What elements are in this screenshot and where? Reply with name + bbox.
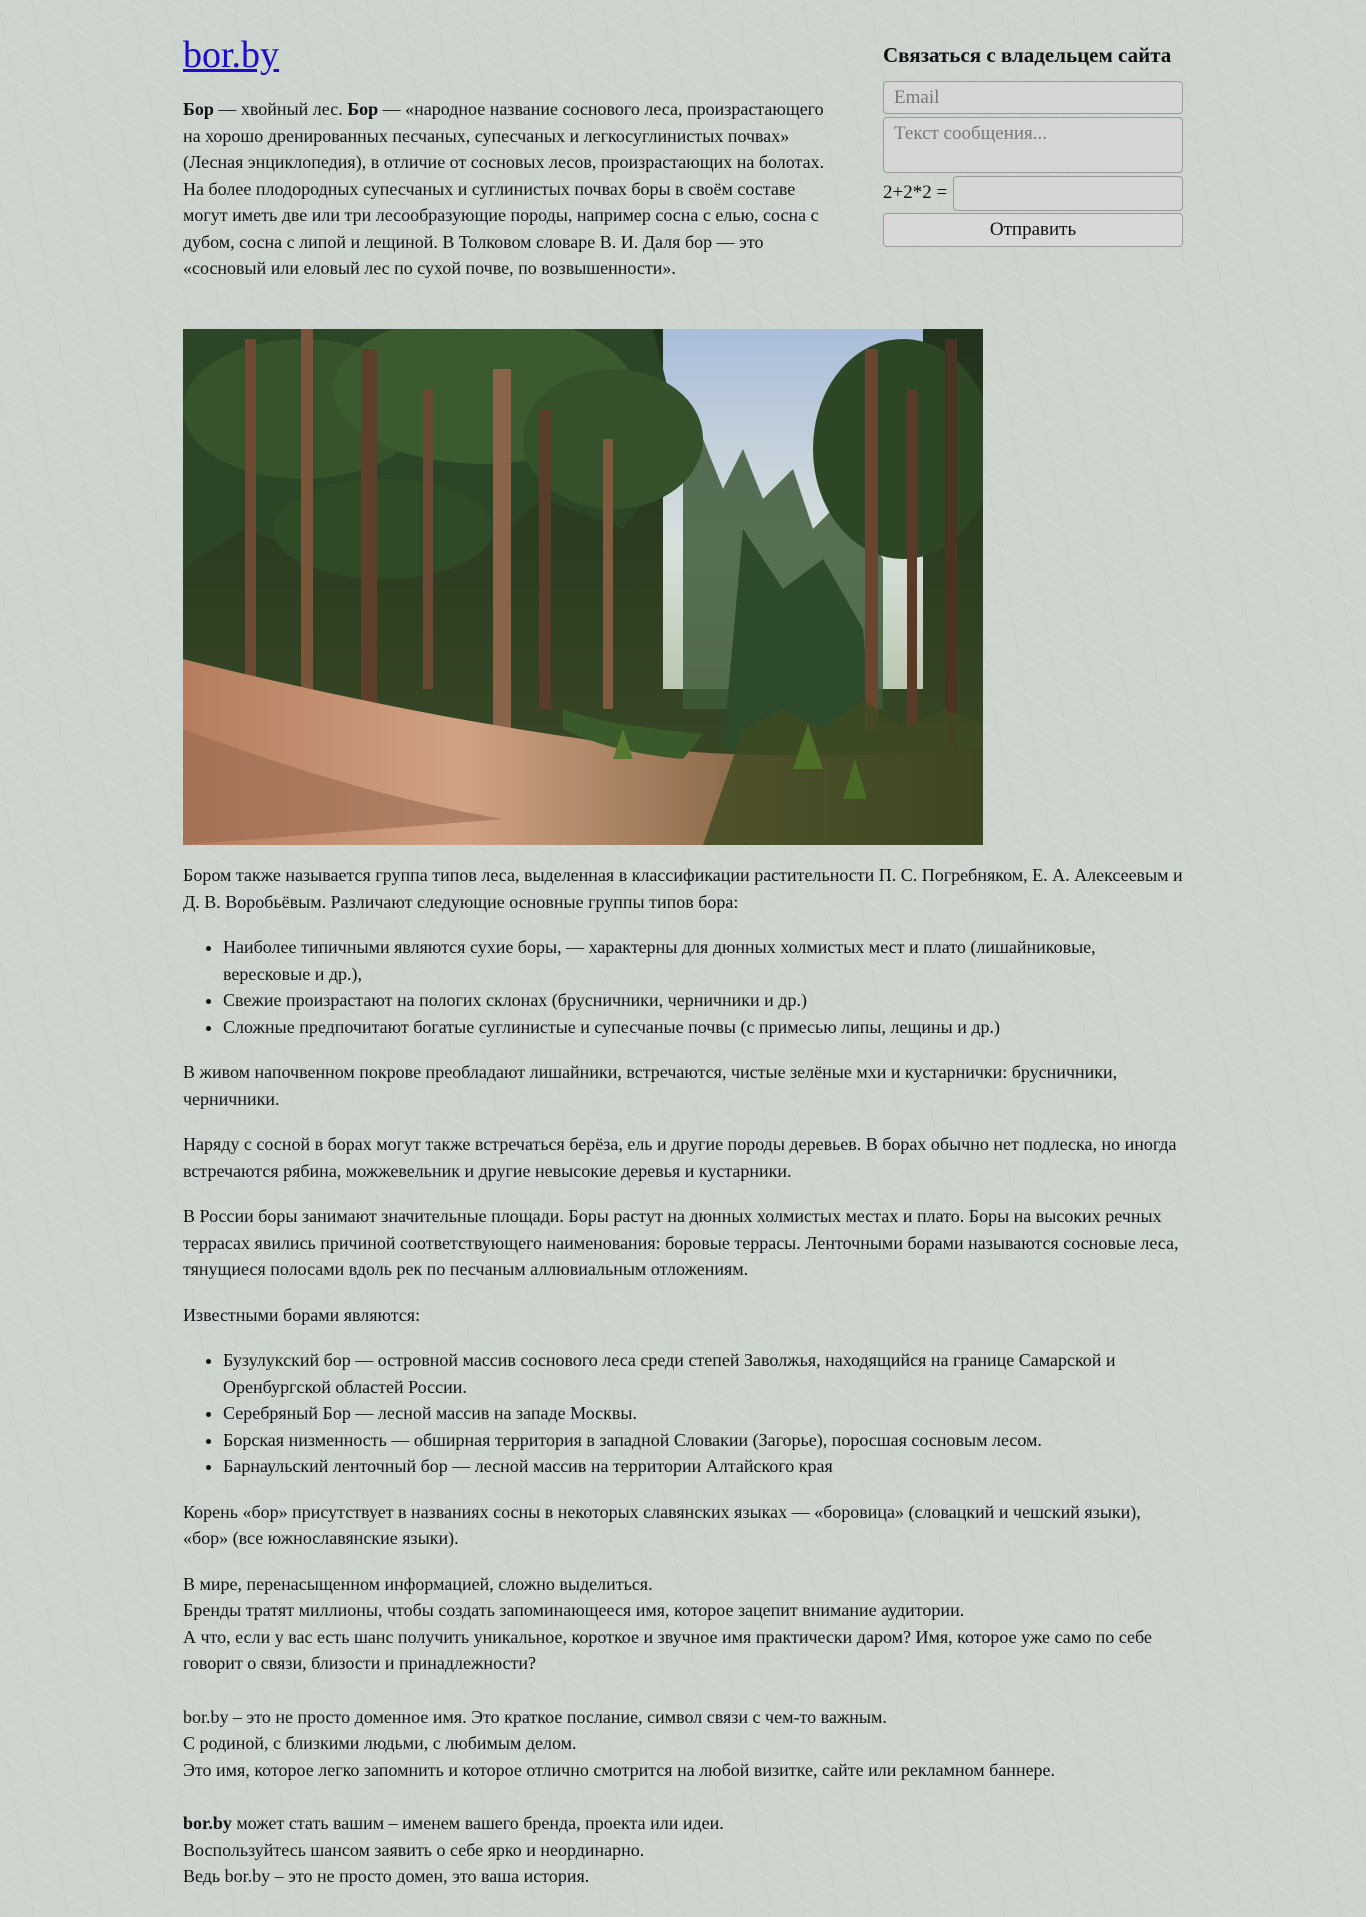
promo-block bbox=[183, 1571, 1183, 1677]
intro-text: — хвойный лес. bbox=[213, 99, 348, 119]
list-item: • Бузулукский бор — островной массив соснового леса среди степей Заволжья, находящийся на границе Самарской и Оренбургской областей России. bbox=[223, 1347, 1183, 1400]
content-paragraph: Корень «бор» присутствует в названиях сосны в некоторых славянских языках — «боровица» (словацкий и чешский языки), «бор» (все южнославянские языки). bbox=[183, 1501, 1141, 1548]
promo-line: bor.by – это не просто доменное имя. Это краткое послание, символ связи с чем-то важным. bbox=[183, 1706, 887, 1727]
bor-types-list bbox=[183, 934, 1183, 1040]
promo-block bbox=[183, 1704, 1183, 1784]
content-paragraph: В России боры занимают значительные площади. Боры растут на дюнных холмистых местах и плато. Боры на высоких речных террасах явились причиной соответствующего наименования: боровые террасы. Ленточными борами называются сосновые леса, тянущиеся полосами вдоль рек по песчаным аллювиальным отложениям. bbox=[183, 1206, 1179, 1279]
site-title-link[interactable]: bor.by bbox=[183, 34, 280, 76]
domain-name-bold: bor.by bbox=[183, 1813, 232, 1833]
site-title bbox=[183, 33, 279, 77]
promo-line: Бренды тратят миллионы, чтобы создать запоминающееся имя, которое зацепит внимание аудитории. bbox=[183, 1600, 965, 1620]
promo-line: Это имя, которое легко запомнить и которое отлично смотрится на любой визитке, сайте или рекламном баннере. bbox=[183, 1759, 1056, 1780]
contact-form-title: Связаться с владельцем сайта bbox=[883, 43, 1172, 67]
message-textarea[interactable]: Текст сообщения... bbox=[883, 117, 1183, 173]
captcha-row bbox=[883, 176, 1183, 211]
list-item: • Борская низменность — обширная территория в западной Словакии (Загорье), поросшая сосновым лесом. bbox=[223, 1427, 1183, 1454]
promo-block bbox=[183, 1810, 1183, 1890]
list-item: • Серебряный Бор — лесной массив на западе Москвы. bbox=[223, 1400, 1183, 1427]
promo-line: Ведь bor.by – это не просто домен, это ваша история. bbox=[183, 1866, 590, 1886]
promo-line: Воспользуйтесь шансом заявить о себе ярко и неординарно. bbox=[183, 1839, 645, 1860]
list-item: • Барнаульский ленточный бор — лесной массив на территории Алтайского края bbox=[223, 1453, 1183, 1480]
intro-bold-term: Бор bbox=[183, 99, 214, 119]
content-paragraph: Наряду с сосной в борах могут также встречаться берёза, ель и другие породы деревьев. В борах обычно нет подлеска, но иногда встречаются рябина, можжевельник и другие невысокие деревья и кустарники. bbox=[183, 1134, 1177, 1181]
captcha-input[interactable] bbox=[953, 176, 1183, 211]
send-button[interactable]: Отправить bbox=[883, 213, 1183, 247]
content-paragraph: В живом напочвенном покрове преобладают лишайники, встречаются, чистые зелёные мхи и кустарнички: брусничники, черничники. bbox=[183, 1062, 1118, 1109]
intro-paragraph bbox=[183, 96, 843, 282]
captcha-label: 2+2*2 = bbox=[883, 182, 948, 204]
intro-bold-term: Бор bbox=[347, 99, 379, 119]
list-item: • Наиболее типичными являются сухие боры, — характерны для дюнных холмистых мест и плато (лишайниковые, вересковые и др.), bbox=[223, 934, 1183, 987]
list-item: • Свежие произрастают на пологих склонах (брусничники, черничники и др.) bbox=[223, 987, 1183, 1014]
forest-painting-image bbox=[183, 329, 983, 845]
email-field[interactable]: Email bbox=[883, 81, 1183, 114]
promo-line-text: может стать вашим – именем вашего бренда, проекта или идеи. bbox=[231, 1813, 724, 1833]
promo-line: В мире, перенасыщенном информацией, сложно выделиться. bbox=[183, 1573, 653, 1594]
intro-text: — «народное название соснового леса, произрастающего на хорошо дренированных песчаных, супесчаных и легкосуглинистых почвах» (Лесная энциклопедия), в отличие от сосновых лесов, произрастающих на болотах. На более плодородных супесчаных и суглинистых почвах боры в своём составе могут иметь две или три лесообразующие породы, например сосна с елью, сосна с дубом, сосна с липой и лещиной. В Толковом словаре В. И. Даля бор — это «сосновый или еловый лес по сухой почве, по возвышенности». bbox=[183, 99, 825, 278]
content-paragraph: Известными борами являются: bbox=[183, 1304, 421, 1325]
main-content bbox=[183, 862, 1183, 1917]
contact-form bbox=[883, 40, 1183, 247]
promo-line bbox=[183, 1810, 1183, 1837]
promo-line: А что, если у вас есть шанс получить уникальное, короткое и звучное имя практически даром? Имя, которое уже само по себе говорит о связи, близости и принадлежности? bbox=[183, 1626, 1152, 1673]
list-item: • Сложные предпочитают богатые суглинистые и супесчаные почвы (с примесью липы, лещины и др.) bbox=[223, 1014, 1183, 1041]
content-paragraph: Бором также называется группа типов леса, выделенная в классификации растительности П. С. Погребняком, Е. А. Алексеевым и Д. В. Воробьёвым. Различают следующие основные группы типов бора: bbox=[183, 865, 1183, 912]
promo-line: С родиной, с близкими людьми, с любимым делом. bbox=[183, 1733, 577, 1753]
famous-bors-list bbox=[183, 1347, 1183, 1480]
